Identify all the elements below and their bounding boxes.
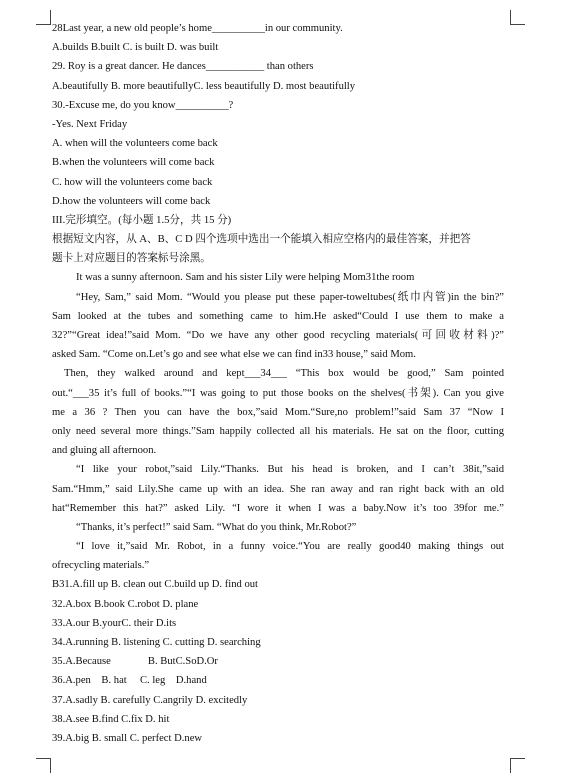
question-30-option-a: A. when will the volunteers come back [52, 138, 218, 150]
question-32-options: 32.A.box B.book C.robot D. plane [52, 598, 199, 610]
crop-mark-top-right [510, 10, 525, 25]
question-31-options: B31.A.fill up B. clean out C.build up D. find out [52, 579, 258, 591]
question-34-options: 34.A.running B. listening C. cutting D. searching [52, 637, 261, 648]
question-39-options: 39.A.big B. small C. perfect D.new [52, 732, 203, 744]
passage-line: Sam looked at the tubes and something came to him.He asked“Could I use them to make a [52, 310, 504, 322]
question-35-options: 35.A.Because B. ButC.SoD.Or [52, 656, 218, 668]
passage-line: “Thanks, it’s perfect!” said Sam. “What do you think, Mr.Robot?” [76, 521, 357, 533]
question-30-option-c: C. how will the volunteers come back [52, 176, 213, 188]
passage-line: It was a sunny afternoon. Sam and his sister Lily were helping Mom31the room [76, 272, 415, 284]
question-38-options: 38.A.see B.find C.fix D. hit [52, 713, 170, 725]
question-29: 29. Roy is a great dancer. He dances___________ than others [52, 61, 314, 73]
question-28-options: A.builds B.built C. is built D. was built [52, 42, 219, 54]
passage-line: “Hey, Sam,” said Mom. “Would you please put these paper-toweltubes(纸巾内管)in the bin?” [76, 291, 504, 303]
passage-line: Sam.“Hmm,” said Lily.She came up with an idea. She ran away and ran right back with an old [52, 483, 504, 495]
passage-line: out.“___35 it’s full of books.”“I was going to put those books on the shelves(书架). Can you give [52, 387, 504, 399]
passage-line: and gluing all afternoon. [52, 445, 157, 457]
passage-line: asked Sam. “Come on.Let’s go and see what else we can find in33 house,” said Mom. [52, 349, 416, 361]
passage-line: hat“Remember this hat?” asked Lily. “I wore it when I was a baby.Now it’s too 39for me.” [52, 502, 504, 514]
crop-mark-top-left [36, 10, 51, 25]
section-instructions-1: 根据短文内容，从 A、B、C D 四个选项中选出一个能填入相应空格内的最佳答案，并把答 [52, 234, 471, 246]
passage-line: only need several more things.”Sam happily collected all his materials. He sat on the floor, cutting [52, 425, 504, 437]
passage-line: me a 36 ? Then you can have the box,”said Mom.“Sure,no problem!”said Sam 37 “Now I [52, 406, 504, 418]
crop-mark-bottom-right [510, 758, 525, 773]
question-30-reply: -Yes. Next Friday [52, 118, 128, 130]
question-29-options: A.beautifully B. more beautifullyC. less beautifully D. most beautifully [52, 80, 356, 92]
question-33-options: 33.A.our B.yourC. their D.its [52, 617, 177, 629]
question-30: 30.-Excuse me, do you know__________? [52, 99, 234, 111]
document-body [52, 19, 504, 748]
crop-mark-bottom-left [36, 758, 51, 773]
question-28: 28Last year, a new old people’s home__________in our community. [52, 23, 343, 34]
passage-line: “I love it,”said Mr. Robot, in a funny voice.“You are really good40 making things out [76, 541, 504, 553]
question-37-options: 37.A.sadly B. carefully C.angrily D. excitedly [52, 694, 248, 706]
question-30-option-d: D.how the volunteers will come back [52, 195, 211, 207]
passage-line: Then, they walked around and kept___34___ “This box would be good,” Sam pointed [64, 368, 504, 380]
section-heading: III.完形填空。(每小题 1.5分，共 15 分) [52, 214, 232, 226]
passage-line: 32?”“Great idea!”said Mom. “Do we have any other good recycling materials(可回收材料)?” [52, 330, 504, 341]
question-30-option-b: B.when the volunteers will come back [52, 157, 215, 169]
section-instructions-2: 题卡上对应题目的答案标号涂黑。 [52, 253, 211, 265]
question-36-options: 36.A.pen B. hat C. leg D.hand [52, 675, 207, 687]
passage-line: ofrecycling materials.” [52, 560, 150, 572]
passage-line: “I like your robot,”said Lily.“Thanks. But his head is broken, and I can’t 38it,”said [76, 464, 504, 476]
